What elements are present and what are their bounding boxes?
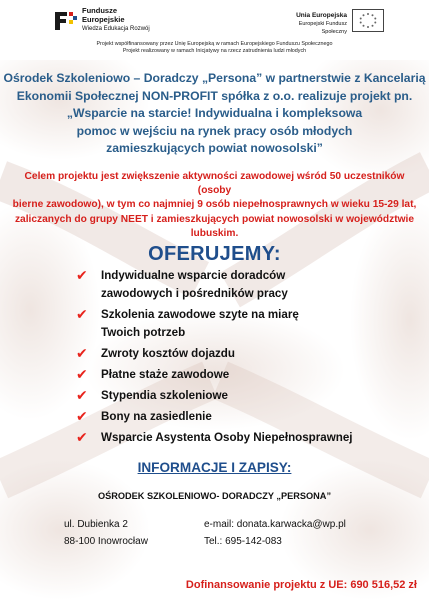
intro-line: Ekonomii Społecznej NON-PROFIT spółka z o.o. realizuje projekt pn. [16,88,413,103]
info-title: INFORMACJE I ZAPISY: [137,460,292,475]
ue-logo-text [275,12,347,36]
offer-item-line: Wsparcie Asystenta Osoby Niepełnosprawnej [101,431,353,444]
offer-item-line: Szkolenia zawodowe szyte na miarę [101,308,299,321]
funding-amount: Dofinansowanie projektu z UE: 690 516,52 zł [185,579,417,591]
project-goal [12,170,417,241]
project-intro [0,70,429,158]
checkmark-icon: ✔ [76,267,88,283]
offer-item [76,345,406,363]
cofinance-line-1: Projekt współfinansowany przez Unię Europejską w ramach Europejskiego Funduszu Społecznego [96,41,333,47]
offer-item [76,267,406,303]
offer-item-line: zawodowych i pośredników pracy [101,287,288,300]
offer-item-line: Stypendia szkoleniowe [101,389,228,402]
checkmark-icon: ✔ [76,306,88,322]
checkmark-icon: ✔ [76,387,88,403]
offer-item-line: Bony na zasiedlenie [101,410,212,423]
offer-item-line: Indywidualne wsparcie doradców [101,269,286,282]
goal-line: lubuskim. [190,227,239,239]
organization-name: OŚRODEK SZKOLENIOWO- DORADCZY „PERSONA” [97,491,332,501]
city: 88-100 Inowrocław [64,536,148,547]
email[interactable]: e-mail: donata.karwacka@wp.pl [204,519,346,530]
offer-title: OFERUJEMY: [148,243,281,265]
offer-list [76,267,406,450]
street: ul. Dubienka 2 [64,519,128,530]
checkmark-icon: ✔ [76,429,88,445]
intro-line: zamieszkujących powiat nowosolski” [106,141,323,155]
intro-line: pomoc w wejściu na rynek pracy osób młodych [76,123,353,138]
ue-title: Unia Europejska [296,12,347,19]
offer-item-line: Zwroty kosztów dojazdu [101,347,235,360]
contact [204,516,346,550]
fe-title-1: Fundusze [82,6,117,15]
eu-flag-icon [352,9,384,32]
offer-item [76,306,406,342]
offer-item-line: Twoich potrzeb [101,326,186,339]
offer-item-line: Płatne staże zawodowe [101,368,230,381]
header [0,0,429,54]
ue-subtitle: Europejski Fundusz Społeczny [298,21,347,35]
checkmark-icon: ✔ [76,408,88,424]
fe-subtitle: Wiedza Edukacja Rozwój [82,26,150,32]
cofinance-note [0,41,429,55]
offer-item [76,366,406,384]
goal-line: Celem projektu jest zwiększenie aktywności zawodowej wśród 50 uczestników (osoby [24,171,405,197]
intro-line: Ośrodek Szkoleniowo – Doradczy „Persona” w partnerstwie z Kancelarią [3,71,426,85]
fe-logo-text [82,7,150,34]
address [64,516,148,550]
goal-line: bierne zawodowo), w tym co najmniej 9 osób niepełnosprawnych w wieku 15-29 lat, [12,199,417,211]
offer-item [76,387,406,405]
offer-item [76,408,406,426]
checkmark-icon: ✔ [76,366,88,382]
phone[interactable]: Tel.: 695-142-083 [204,536,282,547]
checkmark-icon: ✔ [76,345,88,361]
offer-item [76,429,406,447]
cofinance-line-2: Projekt realizowany w ramach Inicjatywy na rzecz zatrudnienia ludzi młodych [122,48,307,54]
fundusze-europejskie-logo-icon [53,8,79,32]
goal-line: zaliczanych do grupy NEET i zamieszkujących powiat nowosolski w województwie [14,213,415,225]
intro-line: „Wsparcie na starcie! Indywidualna i kompleksowa [66,106,363,120]
fe-title-2: Europejskie [82,14,125,24]
